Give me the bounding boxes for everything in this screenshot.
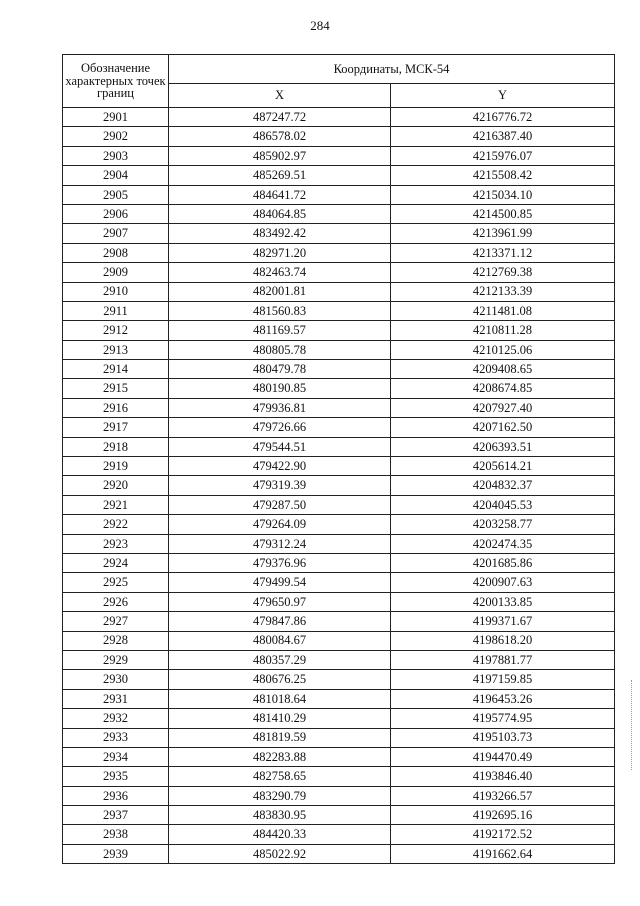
point-id-cell: 2922 xyxy=(63,515,169,534)
table-body xyxy=(63,108,615,864)
point-id-cell: 2903 xyxy=(63,146,169,165)
y-coordinate-cell: 4200133.85 xyxy=(391,592,615,611)
point-id-cell: 2931 xyxy=(63,689,169,708)
x-coordinate-cell: 479376.96 xyxy=(169,553,391,572)
point-id-cell: 2912 xyxy=(63,321,169,340)
point-id-cell: 2920 xyxy=(63,476,169,495)
point-designation-header: Обозначение характерных точек границ xyxy=(63,55,169,108)
y-coordinate-cell: 4215034.10 xyxy=(391,185,615,204)
x-coordinate-cell: 480357.29 xyxy=(169,650,391,669)
table-row xyxy=(63,457,615,476)
table-row xyxy=(63,495,615,514)
y-coordinate-cell: 4198618.20 xyxy=(391,631,615,650)
point-id-cell: 2926 xyxy=(63,592,169,611)
table-row xyxy=(63,747,615,766)
point-id-cell: 2914 xyxy=(63,360,169,379)
scan-edge-mark xyxy=(631,680,634,770)
y-coordinate-cell: 4193846.40 xyxy=(391,767,615,786)
x-coordinate-cell: 481560.83 xyxy=(169,301,391,320)
table-row xyxy=(63,592,615,611)
x-coordinate-cell: 479287.50 xyxy=(169,495,391,514)
x-coordinate-cell: 479319.39 xyxy=(169,476,391,495)
y-coordinate-cell: 4213961.99 xyxy=(391,224,615,243)
table-row xyxy=(63,767,615,786)
x-coordinate-cell: 483290.79 xyxy=(169,786,391,805)
table-row xyxy=(63,670,615,689)
point-id-cell: 2927 xyxy=(63,612,169,631)
table-row xyxy=(63,146,615,165)
point-id-cell: 2921 xyxy=(63,495,169,514)
table-row xyxy=(63,612,615,631)
y-column-header: Y xyxy=(391,84,615,108)
y-coordinate-cell: 4209408.65 xyxy=(391,360,615,379)
table-row xyxy=(63,534,615,553)
y-coordinate-cell: 4197159.85 xyxy=(391,670,615,689)
point-id-cell: 2934 xyxy=(63,747,169,766)
x-coordinate-cell: 487247.72 xyxy=(169,108,391,127)
y-coordinate-cell: 4213371.12 xyxy=(391,243,615,262)
point-id-cell: 2901 xyxy=(63,108,169,127)
y-coordinate-cell: 4204832.37 xyxy=(391,476,615,495)
x-coordinate-cell: 482283.88 xyxy=(169,747,391,766)
table-row xyxy=(63,573,615,592)
point-id-cell: 2909 xyxy=(63,263,169,282)
y-coordinate-cell: 4200907.63 xyxy=(391,573,615,592)
y-coordinate-cell: 4215976.07 xyxy=(391,146,615,165)
y-coordinate-cell: 4204045.53 xyxy=(391,495,615,514)
point-id-cell: 2933 xyxy=(63,728,169,747)
table-row xyxy=(63,282,615,301)
x-coordinate-cell: 481018.64 xyxy=(169,689,391,708)
x-coordinate-cell: 482463.74 xyxy=(169,263,391,282)
y-coordinate-cell: 4192695.16 xyxy=(391,806,615,825)
point-id-cell: 2915 xyxy=(63,379,169,398)
x-column-header: X xyxy=(169,84,391,108)
table-row xyxy=(63,301,615,320)
point-id-cell: 2917 xyxy=(63,418,169,437)
x-coordinate-cell: 484420.33 xyxy=(169,825,391,844)
y-coordinate-cell: 4211481.08 xyxy=(391,301,615,320)
table-row xyxy=(63,418,615,437)
x-coordinate-cell: 483492.42 xyxy=(169,224,391,243)
x-coordinate-cell: 479726.66 xyxy=(169,418,391,437)
y-coordinate-cell: 4191662.64 xyxy=(391,844,615,863)
table-row xyxy=(63,806,615,825)
table-row xyxy=(63,379,615,398)
y-coordinate-cell: 4207927.40 xyxy=(391,398,615,417)
point-id-cell: 2918 xyxy=(63,437,169,456)
x-coordinate-cell: 479847.86 xyxy=(169,612,391,631)
point-id-cell: 2902 xyxy=(63,127,169,146)
y-coordinate-cell: 4205614.21 xyxy=(391,457,615,476)
y-coordinate-cell: 4195103.73 xyxy=(391,728,615,747)
y-coordinate-cell: 4193266.57 xyxy=(391,786,615,805)
table-row xyxy=(63,166,615,185)
table-row xyxy=(63,243,615,262)
y-coordinate-cell: 4202474.35 xyxy=(391,534,615,553)
x-coordinate-cell: 483830.95 xyxy=(169,806,391,825)
coordinates-table xyxy=(62,54,615,864)
y-coordinate-cell: 4216387.40 xyxy=(391,127,615,146)
point-id-cell: 2905 xyxy=(63,185,169,204)
x-coordinate-cell: 482758.65 xyxy=(169,767,391,786)
coordinates-system-header: Координаты, МСК-54 xyxy=(169,55,615,84)
point-id-cell: 2916 xyxy=(63,398,169,417)
y-coordinate-cell: 4207162.50 xyxy=(391,418,615,437)
y-coordinate-cell: 4199371.67 xyxy=(391,612,615,631)
point-id-cell: 2906 xyxy=(63,204,169,223)
x-coordinate-cell: 481410.29 xyxy=(169,709,391,728)
table-row xyxy=(63,689,615,708)
y-coordinate-cell: 4194470.49 xyxy=(391,747,615,766)
y-coordinate-cell: 4203258.77 xyxy=(391,515,615,534)
x-coordinate-cell: 479422.90 xyxy=(169,457,391,476)
table-row xyxy=(63,650,615,669)
y-coordinate-cell: 4192172.52 xyxy=(391,825,615,844)
point-id-cell: 2937 xyxy=(63,806,169,825)
table-row xyxy=(63,844,615,863)
point-id-cell: 2908 xyxy=(63,243,169,262)
x-coordinate-cell: 479499.54 xyxy=(169,573,391,592)
x-coordinate-cell: 486578.02 xyxy=(169,127,391,146)
y-coordinate-cell: 4206393.51 xyxy=(391,437,615,456)
point-id-cell: 2925 xyxy=(63,573,169,592)
x-coordinate-cell: 480676.25 xyxy=(169,670,391,689)
x-coordinate-cell: 479312.24 xyxy=(169,534,391,553)
point-id-cell: 2928 xyxy=(63,631,169,650)
table-row xyxy=(63,108,615,127)
x-coordinate-cell: 479650.97 xyxy=(169,592,391,611)
table-row xyxy=(63,204,615,223)
table-row xyxy=(63,553,615,572)
point-id-cell: 2904 xyxy=(63,166,169,185)
x-coordinate-cell: 479544.51 xyxy=(169,437,391,456)
point-id-cell: 2932 xyxy=(63,709,169,728)
point-id-cell: 2938 xyxy=(63,825,169,844)
point-id-cell: 2923 xyxy=(63,534,169,553)
point-id-cell: 2930 xyxy=(63,670,169,689)
table-row xyxy=(63,709,615,728)
x-coordinate-cell: 485022.92 xyxy=(169,844,391,863)
table-row xyxy=(63,224,615,243)
table-row xyxy=(63,321,615,340)
y-coordinate-cell: 4197881.77 xyxy=(391,650,615,669)
table-row xyxy=(63,263,615,282)
x-coordinate-cell: 480084.67 xyxy=(169,631,391,650)
table-row xyxy=(63,360,615,379)
y-coordinate-cell: 4215508.42 xyxy=(391,166,615,185)
y-coordinate-cell: 4212769.38 xyxy=(391,263,615,282)
y-coordinate-cell: 4214500.85 xyxy=(391,204,615,223)
x-coordinate-cell: 484641.72 xyxy=(169,185,391,204)
table-row xyxy=(63,476,615,495)
y-coordinate-cell: 4196453.26 xyxy=(391,689,615,708)
page-number: 284 xyxy=(310,18,330,33)
point-id-cell: 2936 xyxy=(63,786,169,805)
y-coordinate-cell: 4216776.72 xyxy=(391,108,615,127)
table-row xyxy=(63,127,615,146)
point-id-cell: 2911 xyxy=(63,301,169,320)
x-coordinate-cell: 479264.09 xyxy=(169,515,391,534)
table-row xyxy=(63,437,615,456)
x-coordinate-cell: 485269.51 xyxy=(169,166,391,185)
x-coordinate-cell: 485902.97 xyxy=(169,146,391,165)
x-coordinate-cell: 479936.81 xyxy=(169,398,391,417)
x-coordinate-cell: 480479.78 xyxy=(169,360,391,379)
x-coordinate-cell: 482971.20 xyxy=(169,243,391,262)
point-id-cell: 2913 xyxy=(63,340,169,359)
y-coordinate-cell: 4201685.86 xyxy=(391,553,615,572)
table-row xyxy=(63,728,615,747)
table-row xyxy=(63,398,615,417)
y-coordinate-cell: 4195774.95 xyxy=(391,709,615,728)
point-id-cell: 2919 xyxy=(63,457,169,476)
y-coordinate-cell: 4208674.85 xyxy=(391,379,615,398)
point-id-cell: 2907 xyxy=(63,224,169,243)
point-id-cell: 2924 xyxy=(63,553,169,572)
table-row xyxy=(63,786,615,805)
point-id-cell: 2939 xyxy=(63,844,169,863)
table-row xyxy=(63,515,615,534)
table-row xyxy=(63,185,615,204)
y-coordinate-cell: 4212133.39 xyxy=(391,282,615,301)
y-coordinate-cell: 4210125.06 xyxy=(391,340,615,359)
point-id-cell: 2935 xyxy=(63,767,169,786)
table-row xyxy=(63,340,615,359)
x-coordinate-cell: 481819.59 xyxy=(169,728,391,747)
x-coordinate-cell: 481169.57 xyxy=(169,321,391,340)
point-id-cell: 2910 xyxy=(63,282,169,301)
point-id-cell: 2929 xyxy=(63,650,169,669)
table-row xyxy=(63,631,615,650)
y-coordinate-cell: 4210811.28 xyxy=(391,321,615,340)
x-coordinate-cell: 480190.85 xyxy=(169,379,391,398)
x-coordinate-cell: 482001.81 xyxy=(169,282,391,301)
x-coordinate-cell: 484064.85 xyxy=(169,204,391,223)
table-row xyxy=(63,825,615,844)
x-coordinate-cell: 480805.78 xyxy=(169,340,391,359)
